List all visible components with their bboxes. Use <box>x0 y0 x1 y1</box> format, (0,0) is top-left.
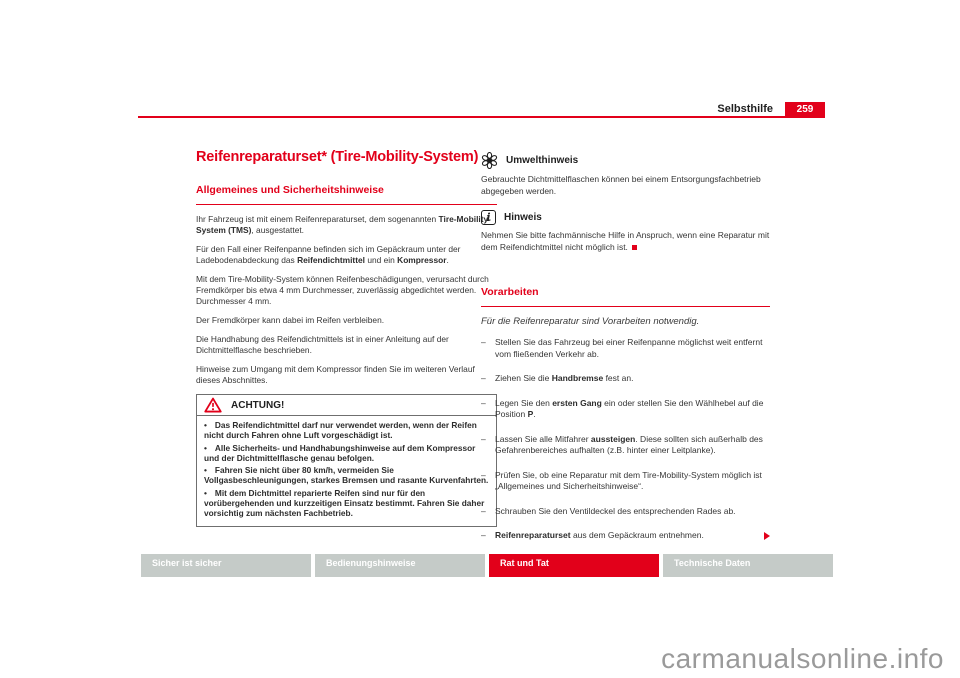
paragraph: Mit dem Tire-Mobility-System können Reifenbeschädigungen, verursacht durch Fremdkörper bis etwa 4 mm Durchmesser, zuverlässig abgedichtet werden. Durchmesser 4 mm. <box>196 274 489 306</box>
note-text-content: Nehmen Sie bitte fachmännische Hilfe in Anspruch, wenn eine Reparatur mit dem Reifendichtmittel nicht möglich ist. <box>481 230 770 252</box>
left-column <box>196 184 497 527</box>
environment-note-header <box>481 152 770 169</box>
preparation-step: – Reifenreparaturset aus dem Gepäckraum entnehmen. <box>481 530 770 542</box>
page-number-badge: 259 <box>785 102 825 118</box>
red-square-icon <box>632 245 637 250</box>
note-text <box>481 230 770 253</box>
info-note <box>481 210 770 253</box>
preparation-step: – Stellen Sie das Fahrzeug bei einer Reifenpanne möglichst weit entfernt vom fließenden Verkehr ab. <box>481 337 770 360</box>
paragraph: Hinweise zum Umgang mit dem Kompressor finden Sie im weiteren Verlauf dieses Abschnittes. <box>196 364 475 385</box>
footer-tab-technische-daten: Technische Daten <box>663 554 833 577</box>
note-label: Hinweis <box>504 212 542 223</box>
paragraph: Der Fremdkörper kann dabei im Reifen verbleiben. <box>196 315 385 325</box>
note-label: Umwelthinweis <box>506 155 579 166</box>
caution-bullets <box>197 416 496 526</box>
subsection-heading: Vorarbeiten <box>481 286 770 307</box>
section-heading: Allgemeines und Sicherheitshinweise <box>196 184 497 205</box>
footer-tab-rat-und-tat: Rat und Tat <box>489 554 659 577</box>
caution-bullet: • Alle Sicherheits- und Handhabungshinweise auf dem Kompressor und der Dichtmittelflasche genau befolgen. <box>204 443 489 464</box>
caution-bullet: • Das Reifendichtmittel darf nur verwendet werden, wenn der Reifen nicht durch Fahren ohne Luft vorgeschädigt ist. <box>204 420 489 441</box>
section-label: Selbsthilfe <box>717 103 773 115</box>
lead-sentence: Für die Reifenreparatur sind Vorarbeiten notwendig. <box>481 316 700 327</box>
paragraph: Für den Fall einer Reifenpanne befinden sich im Gepäckraum unter der Ladebodenabdeckung das Reifendichtmittel und ein Kompressor. <box>196 244 461 265</box>
caution-label: ACHTUNG! <box>231 399 285 411</box>
caution-box <box>196 394 497 527</box>
preparation-steps <box>481 337 770 542</box>
footer-tab-bar <box>141 554 833 577</box>
warning-triangle-icon <box>204 397 222 413</box>
footer-tab-sicher-ist-sicher: Sicher ist sicher <box>141 554 311 577</box>
info-icon <box>481 210 496 225</box>
preparation-step: – Ziehen Sie die Handbremse fest an. <box>481 373 770 385</box>
watermark: carmanualsonline.info <box>661 643 944 674</box>
header-rule <box>138 116 785 118</box>
environment-note <box>481 152 770 197</box>
preparation-step: – Schrauben Sie den Ventildeckel des entsprechenden Rades ab. <box>481 506 770 518</box>
red-arrow-right-icon <box>764 532 770 540</box>
intro-paragraphs <box>196 214 497 386</box>
caution-header <box>197 395 496 416</box>
page-title: Reifenreparaturset* (Tire-Mobility-System) <box>196 149 479 165</box>
preparation-step: – Prüfen Sie, ob eine Reparatur mit dem Tire-Mobility-System möglich ist „Allgemeines und Sicherheitshinweise“. <box>481 470 770 493</box>
caution-bullet: • Mit dem Dichtmittel reparierte Reifen sind nur für den vorübergehenden und kurzzeitigen Einsatz bestimmt. Fahren Sie daher vorsichtig zum nächsten Fachbetrieb. <box>204 488 489 519</box>
flower-eco-icon <box>481 152 498 169</box>
preparation-step: – Lassen Sie alle Mitfahrer aussteigen. Diese sollten sich außerhalb des Gefahrenbereiches aufhalten (z.B. hinter einer Leitplanke). <box>481 434 770 457</box>
preparation-step: – Legen Sie den ersten Gang ein oder stellen Sie den Wählhebel auf die Position P. <box>481 398 770 421</box>
info-note-header <box>481 210 770 225</box>
paragraph: Die Handhabung des Reifendichtmittels ist in einer Anleitung auf der Dichtmittelflasche beschrieben. <box>196 334 449 355</box>
paragraph: Ihr Fahrzeug ist mit einem Reifenreparaturset, dem sogenannten Tire-Mobility-System (TMS), ausgestattet. <box>196 214 491 235</box>
right-column <box>481 152 770 555</box>
caution-bullet: • Fahren Sie nicht über 80 km/h, vermeiden Sie Vollgasbeschleunigungen, starkes Bremsen und rasante Kurvenfahrten. <box>204 465 489 486</box>
note-text: Gebrauchte Dichtmittelflaschen können bei einem Entsorgungsfachbetrieb abgegeben werden. <box>481 174 761 196</box>
footer-tab-bedienungshinweise: Bedienungshinweise <box>315 554 485 577</box>
